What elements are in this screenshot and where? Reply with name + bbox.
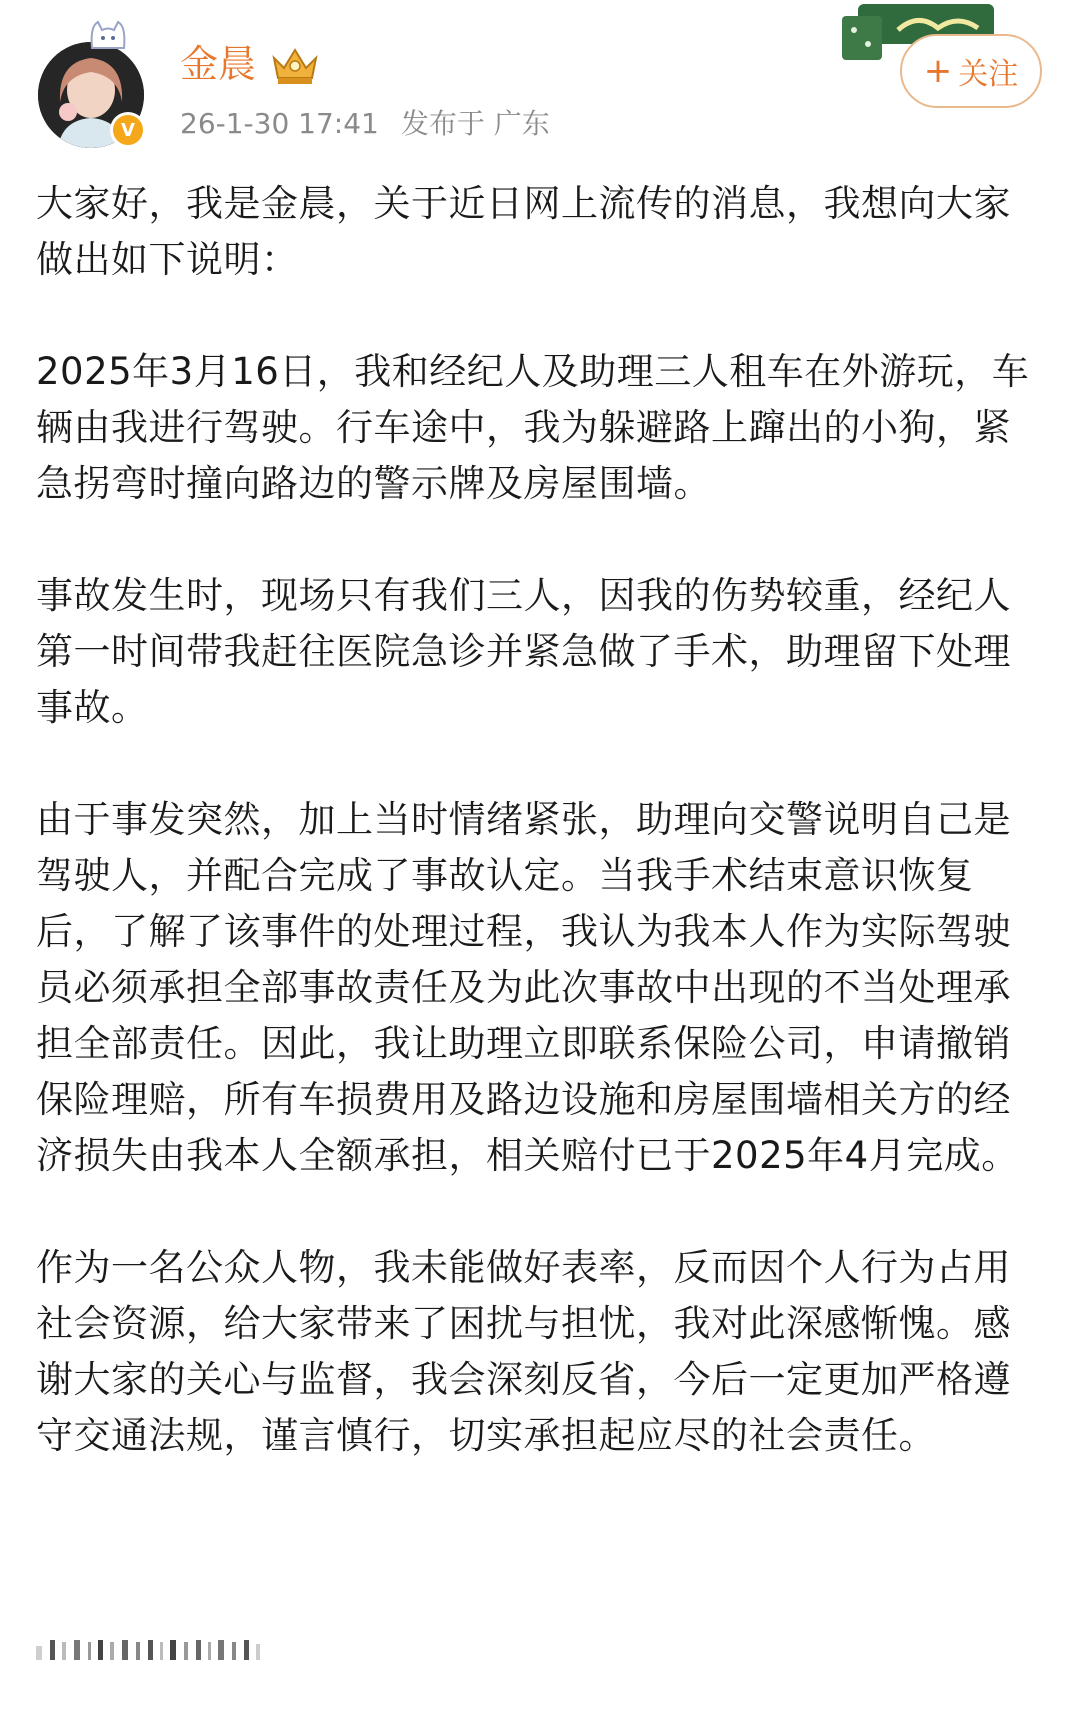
post-paragraph: 由于事发突然，加上当时情绪紧张，助理向交警说明自己是驾驶人，并配合完成了事故认定。当我手术结束意识恢复后，了解了该事件的处理过程，我认为我本人作为实际驾驶员必须承担全部事故责任及为此次事故中出现的不当处理承担全部责任。因此，我让助理立即联系保险公司，申请撤销保险理赔，所有车损费用及路边设施和房屋围墙相关方的经济损失由我本人全额承担，相关赔付已于2025年4月完成。 — [36, 798, 1019, 1177]
post-paragraph: 事故发生时，现场只有我们三人，因我的伤势较重，经纪人第一时间带我赶往医院急诊并紧急做了手术，助理留下处理事故。 — [36, 574, 1011, 729]
follow-label: 关注 — [958, 57, 1019, 92]
post-meta — [180, 104, 550, 144]
crown-icon — [270, 44, 320, 86]
post-body — [36, 176, 1036, 1520]
post-paragraph: 大家好，我是金晨，关于近日网上流传的消息，我想向大家做出如下说明： — [36, 182, 1011, 281]
username[interactable]: 金晨 — [180, 42, 257, 86]
follow-button[interactable] — [900, 34, 1042, 108]
post-timestamp: 26-1-30 17:41 — [180, 107, 379, 140]
post-header — [0, 0, 1080, 170]
watermark-barcode-icon — [36, 1636, 286, 1664]
verified-v-badge-icon: V — [110, 112, 146, 148]
post-paragraph: 作为一名公众人物，我未能做好表率，反而因个人行为占用社会资源，给大家带来了困扰与担忧，我对此深感惭愧。感谢大家的关心与监督，我会深刻反省，今后一定更加严格遵守交通法规，谨言慎行，切实承担起应尽的社会责任。 — [36, 1246, 1011, 1457]
cat-pendant-icon — [86, 18, 130, 54]
plus-icon: + — [923, 51, 953, 91]
post-paragraph: 2025年3月16日，我和经纪人及助理三人租车在外游玩，车辆由我进行驾驶。行车途中，我为躲避路上蹿出的小狗，紧急拐弯时撞向路边的警示牌及房屋围墙。 — [36, 350, 1030, 505]
post-location: 发布于 广东 — [400, 107, 550, 140]
